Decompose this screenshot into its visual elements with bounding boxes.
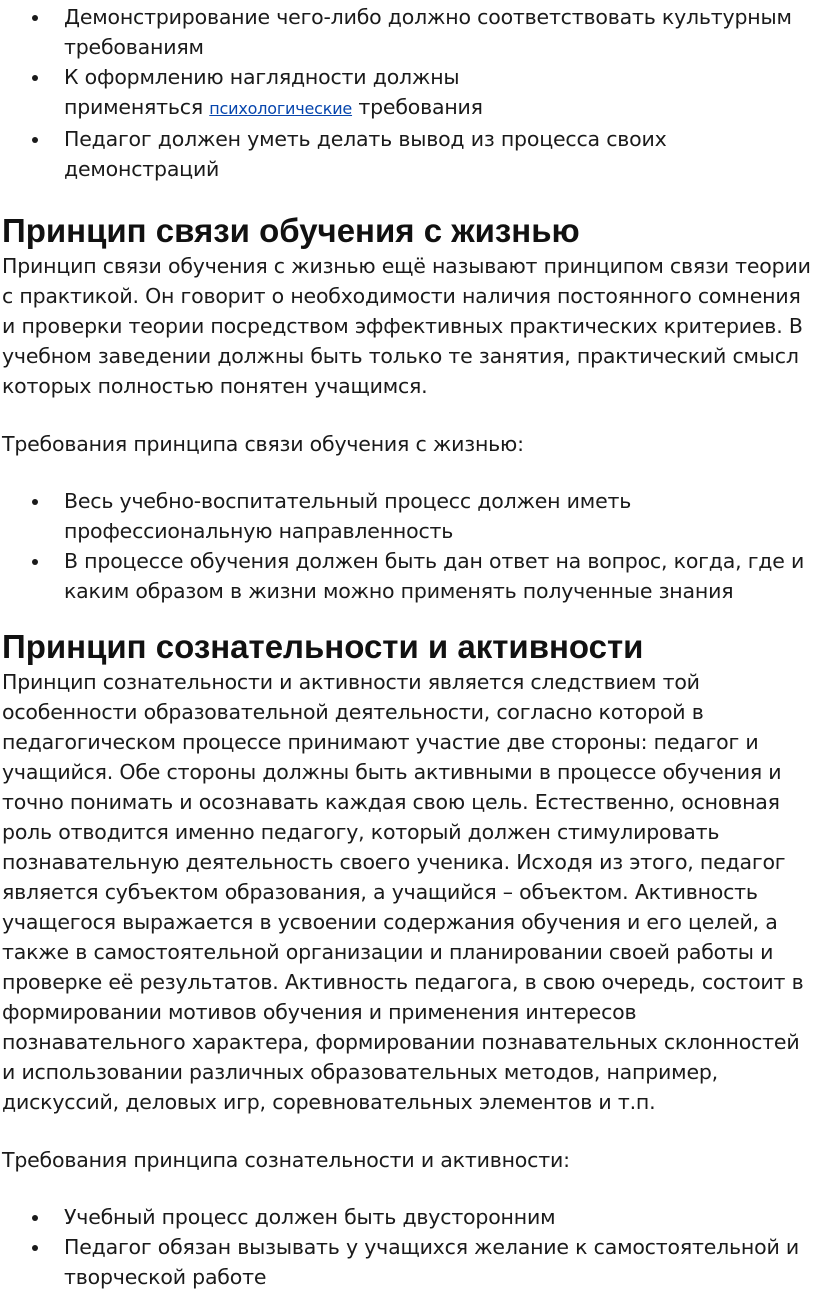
- requirements-intro: Требования принципа связи обучения с жизнью:: [2, 432, 524, 456]
- bullet-icon: [32, 1215, 38, 1221]
- section-paragraph: Принцип связи обучения с жизнью ещё называют принципом связи теории с практикой. Он говорит о необходимости наличия постоянного сомнения и проверки теории посредством эффективных практических критериев. В учебном заведении должны быть только те занятия, практический смысл которых полностью понятен учащимся.: [2, 254, 811, 398]
- list-item-text: Демонстрирование чего-либо должно соответствовать культурным требованиям: [64, 5, 792, 59]
- section-paragraph: Принцип сознательности и активности является следствием той особенности образовательной деятельности, согласно которой в педагогическом процессе принимают участие две стороны: педагог и учащийся. Обе стороны должны быть активными в процессе обучения и точно понимать и осознавать каждая свою цель. Естественно, основная роль отводится именно педагогу, который должен стимулировать познавательную деятельность своего ученика. Исходя из этого, педагог является субъектом образования, а учащийся – объектом. Активность учащегося выражается в усвоении содержания обучения и его целей, а также в самостоятельной организации и планировании своей работы и проверке её результатов. Активность педагога, в свою очередь, состоит в формировании мотивов обучения и применения интересов познавательного характера, формировании познавательных склонностей и использовании различных образовательных методов, например, дискуссий, деловых игр, соревновательных элементов и т.п.: [2, 670, 804, 1114]
- bullet-icon: [32, 559, 38, 565]
- list-item-text: Педагог обязан вызывать у учащихся желание к самостоятельной и творческой работе: [64, 1235, 800, 1289]
- list-item: [2, 62, 816, 124]
- bullet-icon: [32, 499, 38, 505]
- list-item: [2, 2, 816, 62]
- bullet-icon: [32, 1245, 38, 1251]
- list-item-text: Весь учебно-воспитательный процесс должен иметь профессиональную направленность: [64, 489, 632, 543]
- list-item-text: Учебный процесс должен быть двусторонним: [64, 1205, 556, 1229]
- psychological-link[interactable]: психологические: [209, 99, 353, 118]
- requirements-intro: Требования принципа сознательности и активности:: [2, 1148, 570, 1172]
- list-item: [2, 1202, 816, 1232]
- bullet-icon: [32, 75, 38, 81]
- list-item: [2, 546, 816, 606]
- section-heading-life-connection: Принцип связи обучения с жизнью: [2, 212, 580, 249]
- list-item: [2, 1232, 816, 1292]
- bullet-icon: [32, 15, 38, 21]
- list-item-text-after-link: требования: [352, 95, 483, 119]
- section-heading-consciousness-activity: Принцип сознательности и активности: [2, 628, 644, 665]
- list-item: [2, 124, 816, 184]
- list-item: [2, 486, 816, 546]
- list-item-text: Педагог должен уметь делать вывод из процесса своих демонстраций: [64, 127, 667, 181]
- list-item-text: В процессе обучения должен быть дан ответ на вопрос, когда, где и каким образом в жизни можно применять полученные знания: [64, 549, 805, 603]
- requirements-list: [2, 1202, 816, 1292]
- requirements-list: [2, 486, 816, 606]
- intro-bullet-list: [2, 0, 816, 184]
- list-item-text-before-link: К оформлению наглядности должны применяться: [64, 65, 460, 119]
- bullet-icon: [32, 137, 38, 143]
